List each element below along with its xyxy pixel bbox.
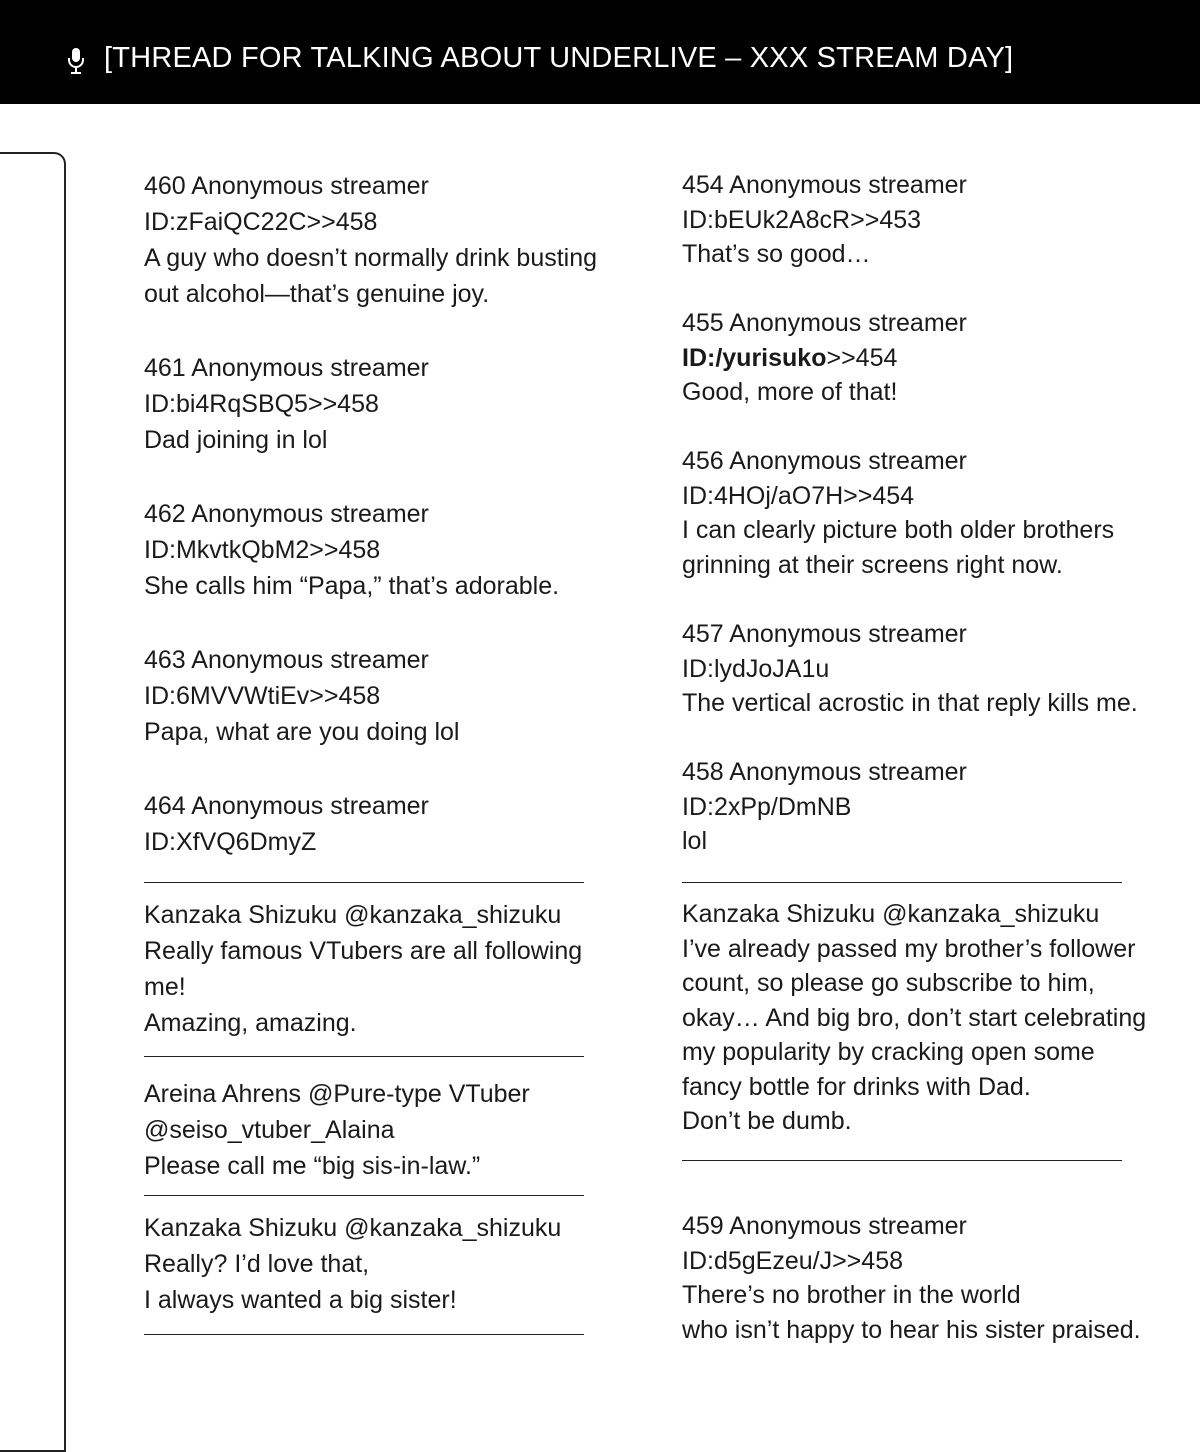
post-body-line: grinning at their screens right now. [682,550,1063,579]
post-454 [682,168,1182,272]
post-459 [682,1209,1182,1347]
post-header: 464 Anonymous streamer [144,792,429,820]
left-column [144,0,634,1402]
tweet-kanzaka-3 [682,897,1182,1139]
post-462 [144,496,634,604]
post-460 [144,168,634,312]
post-455 [682,306,1182,410]
post-id: ID:4HOj/aO7H>>454 [682,481,915,510]
post-body-line: That’s so good… [682,240,871,268]
post-body-line: who isn’t happy to hear his sister praised. [682,1315,1141,1344]
post-header: 456 Anonymous streamer [682,447,967,475]
post-458 [682,755,1182,859]
post-header: 458 Anonymous streamer [682,758,967,786]
post-body-line: Papa, what are you doing lol [144,718,460,746]
tweet-line: me! [144,973,186,1001]
post-id: ID:bEUk2A8cR>>453 [682,205,922,234]
microphone-icon [66,47,86,75]
post-body-line: Good, more of that! [682,378,898,406]
tweet-kanzaka-1 [144,897,634,1041]
divider [682,882,1122,883]
divider [144,882,584,883]
post-id-reply: >>454 [826,343,898,372]
post-461 [144,350,634,458]
tweet-line: Amazing, amazing. [144,1009,357,1037]
tweet-author: Kanzaka Shizuku @kanzaka_shizuku [682,900,1100,928]
post-header: 460 Anonymous streamer [144,172,429,200]
post-id [682,341,1182,376]
post-body-line: I can clearly picture both older brothers [682,516,1115,544]
post-header: 454 Anonymous streamer [682,171,967,199]
thread-title: [THREAD FOR TALKING ABOUT UNDERLIVE – XXX STREAM DAY] [104,42,1014,74]
tweet-line: Please call me “big sis-in-law.” [144,1152,481,1180]
post-457 [682,617,1182,721]
tweet-line: Really? I’d love that, [144,1250,370,1278]
tweet-line: Really famous VTubers are all following [144,937,583,965]
post-id: ID:lydJoJA1u [682,654,830,683]
tweet-line: okay… And big bro, don’t start celebrating [682,1003,1147,1032]
post-id-highlight: ID:/yurisuko [682,343,827,372]
post-id: ID:zFaiQC22C>>458 [144,208,378,236]
post-body-line: There’s no brother in the world [682,1281,1021,1309]
tweet-author: Areina Ahrens @Pure-type VTuber [144,1080,530,1108]
tweet-line: Don’t be dumb. [682,1107,852,1135]
post-id: ID:6MVVWtiEv>>458 [144,682,381,710]
post-header: 462 Anonymous streamer [144,500,429,528]
post-id: ID:2xPp/DmNB [682,792,852,821]
tweet-line: count, so please go subscribe to him, [682,969,1095,997]
post-header: 457 Anonymous streamer [682,620,967,648]
post-id: ID:bi4RqSBQ5>>458 [144,390,379,418]
post-463 [144,642,634,750]
divider [144,1195,584,1196]
divider [144,1056,584,1057]
right-column [682,0,1182,1402]
divider [682,1160,1122,1161]
post-464 [144,788,634,860]
post-id: ID:XfVQ6DmyZ [144,828,317,856]
tweet-author: Kanzaka Shizuku @kanzaka_shizuku [144,901,562,929]
tweet-handle: @seiso_vtuber_Alaina [144,1116,395,1144]
post-456 [682,444,1182,582]
tweet-line: I’ve already passed my brother’s follower [682,934,1136,963]
post-header: 461 Anonymous streamer [144,354,429,382]
post-id: ID:d5gEzeu/J>>458 [682,1246,903,1275]
post-id: ID:MkvtkQbM2>>458 [144,536,381,564]
post-body-line: Dad joining in lol [144,426,328,454]
post-body-line: The vertical acrostic in that reply kills me. [682,689,1138,717]
tweet-line: my popularity by cracking open some [682,1038,1095,1066]
post-body-line: lol [682,827,708,855]
tweet-line: I always wanted a big sister! [144,1286,457,1314]
tweet-line: fancy bottle for drinks with Dad. [682,1072,1031,1101]
tweet-author: Kanzaka Shizuku @kanzaka_shizuku [144,1214,562,1242]
page-frame [0,152,66,1452]
post-body-line: She calls him “Papa,” that’s adorable. [144,572,560,600]
post-header: 463 Anonymous streamer [144,646,429,674]
post-header: 455 Anonymous streamer [682,309,967,337]
post-body-line: A guy who doesn’t normally drink busting [144,244,598,272]
post-body-line: out alcohol—that’s genuine joy. [144,280,490,308]
tweet-kanzaka-2 [144,1210,634,1318]
divider [144,1334,584,1335]
tweet-areina [144,1076,634,1184]
post-header: 459 Anonymous streamer [682,1212,967,1240]
